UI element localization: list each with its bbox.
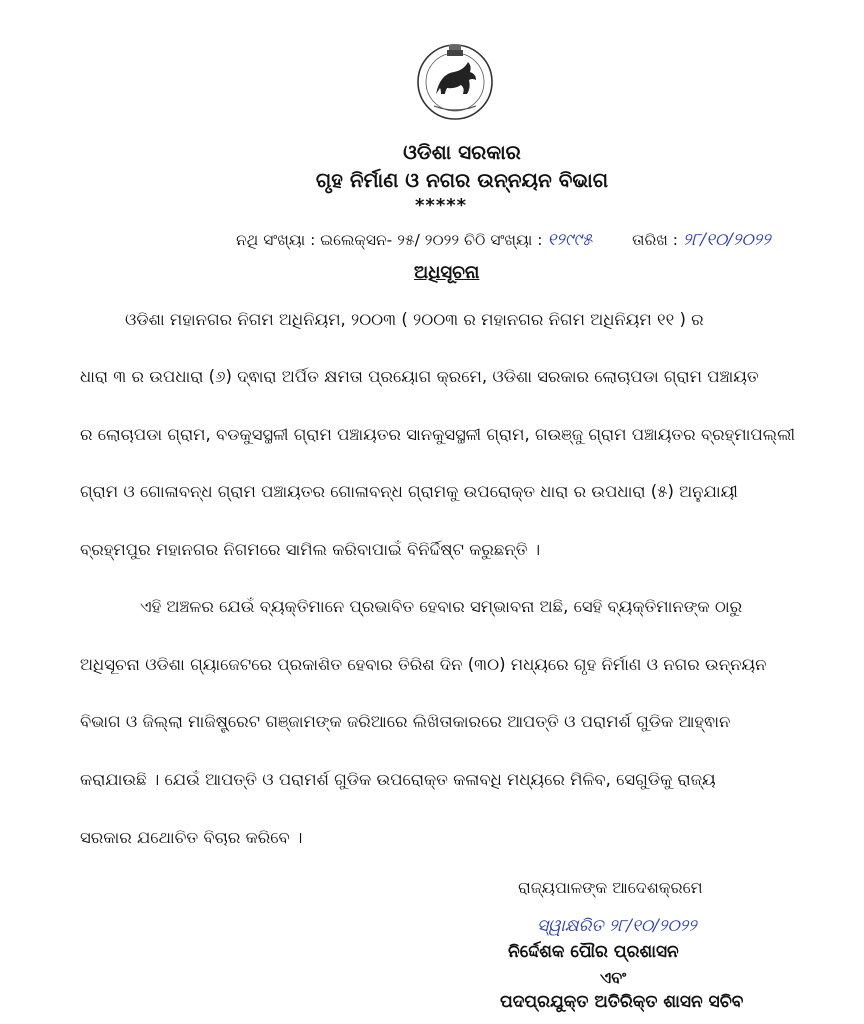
file-number-label: ନଥି ସଂଖ୍ୟା : ଇଲେକ୍ସନ- ୨୫/ ୨୦୨୨ ଚିଠି ସଂଖ୍ୟା : [236,231,543,249]
letter-number: ୧୨୯୯୫ [547,230,593,250]
paragraph-line: ଗ୍ରାମ ଓ ଗୋଳାବନ୍ଧ ଗ୍ରାମ ପଞ୍ଚାୟତର ଗୋଳାବନ୍ଧ ଗ୍ରାମକୁ ଉପରୋକ୍ତ ଧାରା ର ଉପଧାରା (୫) ଅନୁଯାୟୀ [80,482,738,501]
date-value: ୨୮/୧୦/୨୦୨୨ [682,230,771,250]
notification-title: ଅଧିସୂଚନା [414,262,480,283]
paragraph-line: କରାଯାଉଛି । ଯେଉଁ ଆପତ୍ତି ଓ ପରାମର୍ଶ ଗୁଡିକ ଉପରୋକ୍ତ କଳାବଧି ମଧ୍ୟରେ ମିଳିବ, ସେଗୁଡିକୁ ରାଜ୍ୟ [80,770,716,789]
designation-conjunction: ଏବଂ [600,968,627,987]
paragraph-line: ସରକାର ଯଥୋଚିତ ବିଚାର କରିବେ । [80,828,303,847]
paragraph-line: ର ଲୋଚାପଡା ଗ୍ରାମ, ବଡକୁସସ୍ଥଳୀ ଗ୍ରାମ ପଞ୍ଚାୟତର ସାନକୁସସ୍ଥଳୀ ଗ୍ରାମ, ଗଉଞ୍ଜୁ ଗ୍ରାମ ପଞ୍ଚାୟତର ବ୍ରହ୍ମାପଲ୍ଲୀ [80,425,796,444]
header-separator: ***** [415,195,468,216]
government-name: ଓଡିଶା ସରକାର [403,140,521,164]
designation-director: ନିର୍ଦ୍ଦେଶକ ପୌର ପ୍ରଶାସନ [508,942,679,962]
department-name: ଗୃହ ନିର୍ମାଣ ଓ ନଗର ଉନ୍ନୟନ ବିଭାଗ [315,168,609,192]
paragraph-line: ବିଭାଗ ଓ ଜିଲ୍ଲା ମାଜିଷ୍ଟ୍ରେଟ ଗଞ୍ଜାମଙ୍କ ଜରିଆରେ ଲିଖିତାକାରରେ ଆପତ୍ତି ଓ ପରାମର୍ଶ ଗୁଡିକ ଆହ୍ଵାନ [80,712,731,731]
paragraph-line: ଧାରା ୩ ର ଉପଧାରା (୬) ଦ୍ଵାରା ଅର୍ପିତ କ୍ଷମତା ପ୍ରୟୋଗ କ୍ରମେ, ଓଡିଶା ସରକାର ଲୋଚାପଡା ଗ୍ରାମ ପଞ୍ଚାୟତ [80,367,759,386]
order-line: ରାଜ୍ୟପାଳଙ୍କ ଆଦେଶକ୍ରମେ [518,878,703,897]
paragraph-line: ଓଡିଶା ମହାନଗର ନିଗମ ଅଧିନିୟମ, ୨୦୦୩ ( ୨୦୦୩ ର ମହାନଗର ନିଗମ ଅଧିନିୟମ ୧୧ ) ର [125,310,704,329]
paragraph-line: ବ୍ରହ୍ମପୁର ମହାନଗର ନିଗମରେ ସାମିଲ କରିବାପାଇଁ ବିନିର୍ଦ୍ଦିଷ୍ଟ କରୁଛନ୍ତି । [80,540,541,559]
handwritten-signature: ସ୍ୱାକ୍ଷରିତ ୨୮/୧୦/୨୦୨୨ [537,916,697,936]
odisha-emblem-icon [414,36,496,122]
date-label: ତାରିଖ : [632,231,678,249]
designation-secretary: ପଦପ୍ରଯୁକ୍ତ ଅତିରିକ୍ତ ଶାସନ ସଚିବ [500,992,744,1012]
paragraph-line: ଏହି ଅଞ୍ଚଳର ଯେଉଁ ବ୍ୟକ୍ତିମାନେ ପ୍ରଭାବିତ ହେବାର ସମ୍ଭାବନା ଅଛି, ସେହି ବ୍ୟକ୍ତିମାନଙ୍କ ଠାରୁ [140,597,743,616]
paragraph-line: ଅଧିସୂଚନା ଓଡିଶା ଗ୍ୟାଜେଟରେ ପ୍ରକାଶିତ ହେବାର ତିରିଶ ଦିନ (୩୦) ମଧ୍ୟରେ ଗୃହ ନିର୍ମାଣ ଓ ନଗର ଉନ୍ନୟନ [80,655,767,674]
reference-line [236,230,771,250]
